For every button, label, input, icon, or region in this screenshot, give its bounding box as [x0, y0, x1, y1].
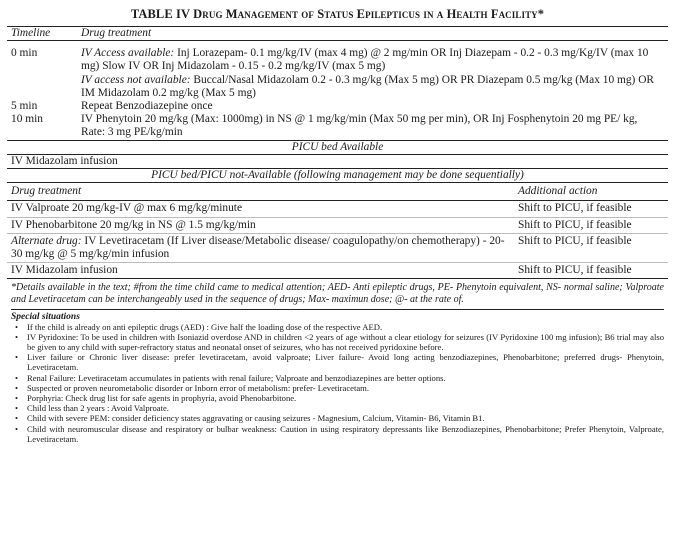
treatment-cell — [7, 217, 514, 233]
list-item: • If the child is already on anti epileptic drugs (AED) : Give half the loading dose of the respective AED. — [15, 321, 383, 332]
table-row — [7, 74, 668, 100]
treatment-text: IV Phenytoin 20 mg/kg (Max: 1000mg) in NS @ 1 mg/kg/min (Max 50 mg per min), OR Inj Fosphenytoin 20 mg PE/ kg, Rate: 3 mg PE/kg/min — [81, 113, 638, 139]
treatment-lead: IV access not available: — [81, 73, 191, 86]
treatment-cell — [7, 201, 514, 217]
picu-available-heading: PICU bed Available — [7, 140, 668, 154]
treatment-text: Repeat Benzodiazepine once — [81, 100, 213, 113]
header-drug-treatment: Drug treatment — [77, 27, 668, 41]
table-row — [7, 201, 668, 217]
bullet-icon: • — [15, 331, 19, 342]
bullet-icon: • — [15, 372, 19, 383]
treatment-cell — [77, 74, 668, 100]
special-situations-list — [11, 322, 664, 444]
treatment-text: IV Levetiracetam (If Liver disease/Metabolic disease/ coagulopathy/on chemotherapy) - 20-30 mg/kg @ 5 mg/kg/min infusion — [11, 234, 505, 261]
table-title-text: Drug Management of Status Epilepticus in a Health Facility* — [193, 7, 545, 21]
list-item: • Suspected or proven neurometabolic disorder or Inborn error of metabolism: prefer- Levetiracetam. — [15, 382, 370, 393]
table-row — [7, 217, 668, 233]
table-header-row — [7, 27, 668, 41]
table-label: TABLE IV — [130, 7, 190, 21]
action-cell: Shift to PICU, if feasible — [514, 201, 668, 217]
action-cell: Shift to PICU, if feasible — [514, 217, 668, 233]
table-row — [7, 113, 668, 140]
header-timeline: Timeline — [7, 27, 77, 41]
bullet-icon: • — [15, 423, 19, 434]
bullet-icon: • — [15, 352, 19, 363]
timeline-cell: 0 min — [11, 47, 38, 60]
picu-not-available-heading: PICU bed/PICU not-Available (following management may be done sequentially) — [7, 169, 668, 183]
timeline-cell: 10 min — [11, 113, 43, 126]
special-situations-title: Special situations — [11, 311, 80, 322]
treatment-text: IV Valproate 20 mg/kg-IV @ max 6 mg/kg/minute — [11, 202, 242, 215]
treatment-text: Inj Lorazepam- 0.1 mg/kg/IV (max 4 mg) @ 2 mg/min OR Inj Diazepam - 0.2 - 0.3 mg/Kg/IV (max 10 mg) Slow IV OR Inj Midazolam - 0.15 - 0.2 mg/kg/IV (max 5 mg) — [81, 47, 649, 73]
treatment-cell — [77, 100, 668, 113]
treatment-cell — [77, 41, 668, 74]
table-row — [7, 41, 668, 74]
list-item: • Child with neuromuscular disease and respiratory or bulbar weakness: Caution in using respiratory depressants like Benzodiazepines, Phenobarbitone; Prefer Phenytoin, Valproate, Levetiracetam. — [15, 423, 664, 444]
list-item: • Child with severe PEM: consider deficiency states aggravating or causing seizures - Magnesium, Calcium, Vitamin- B6, Vitamin B1. — [15, 413, 485, 424]
table-row — [7, 233, 668, 262]
treatment-cell — [77, 113, 668, 140]
table-row — [7, 263, 668, 279]
timeline-cell — [7, 74, 77, 100]
picu-not-available-table — [7, 183, 668, 279]
list-item: • IV Pyridoxine: To be used in children with Isoniazid overdose AND in children <2 years of age without a clear etiology for seizures (IV Pyridoxine 100 mg infusion); B6 trial may also be given to any child with super-refractory status and neonatal onset of seizures, who has not received pyridoxine before. — [15, 331, 664, 353]
sub-header-additional-action: Additional action — [514, 183, 668, 201]
treatment-lead: Alternate drug: — [11, 234, 82, 247]
picu-available-row — [7, 140, 668, 154]
table-row — [7, 100, 668, 113]
list-item: • Liver failure or Chronic liver disease: prefer levetiracetam, avoid valproate; Liver failure- Avoid long acting benzodiazepines, Phenobarbitone; preferred drugs- Phenytoin, Levetiracetam. — [15, 352, 664, 373]
sub-header-drug-treatment: Drug treatment — [7, 183, 514, 201]
bullet-icon: • — [15, 403, 19, 414]
picu-not-available-row — [7, 169, 668, 183]
treatment-cell — [7, 233, 514, 262]
bullet-icon: • — [15, 321, 19, 332]
action-cell: Shift to PICU, if feasible — [514, 263, 668, 279]
drug-management-table — [7, 26, 668, 183]
list-item: • Child less than 2 years : Avoid Valproate. — [15, 403, 169, 414]
list-item: • Renal Failure: Levetiracetam accumulates in patients with renal failure; Valproate and benzodiazepines are better options. — [15, 372, 446, 383]
treatment-text: Buccal/Nasal Midazolam 0.2 - 0.3 mg/kg (Max 5 mg) OR PR Diazepam 0.5 mg/kg (Max 10 mg) OR IM Midazolam 0.2 mg/kg (Max 5 mg) — [81, 73, 655, 99]
treatment-text: IV Phenobarbitone 20 mg/kg in NS @ 1.5 mg/kg/min — [11, 218, 256, 231]
table-title — [7, 7, 668, 22]
picu-available-treatment-row — [7, 154, 668, 168]
bullet-icon: • — [15, 413, 19, 424]
action-cell: Shift to PICU, if feasible — [514, 233, 668, 262]
table-footnote: *Details available in the text; #from the time child came to medical attention; AED- Anti epileptic drugs, PE- Phenytoin equivalent, NS- normal saline; Valproate and Levetiracetam can be interchangeably used in the sequence of drugs; Max- maximun dose; @- at the rate of. — [11, 282, 664, 309]
timeline-cell: 5 min — [11, 100, 38, 113]
list-item: • Porphyria: Check drug list for safe agents in prophyria, avoid Phenobarbitone. — [15, 393, 297, 404]
picu-available-treatment: IV Midazolam infusion — [7, 154, 668, 168]
sub-header-row — [7, 183, 668, 201]
bullet-icon: • — [15, 382, 19, 393]
treatment-lead: IV Access available: — [81, 47, 175, 60]
bullet-icon: • — [15, 393, 19, 404]
treatment-text: IV Midazolam infusion — [11, 264, 118, 277]
treatment-cell — [7, 263, 514, 279]
